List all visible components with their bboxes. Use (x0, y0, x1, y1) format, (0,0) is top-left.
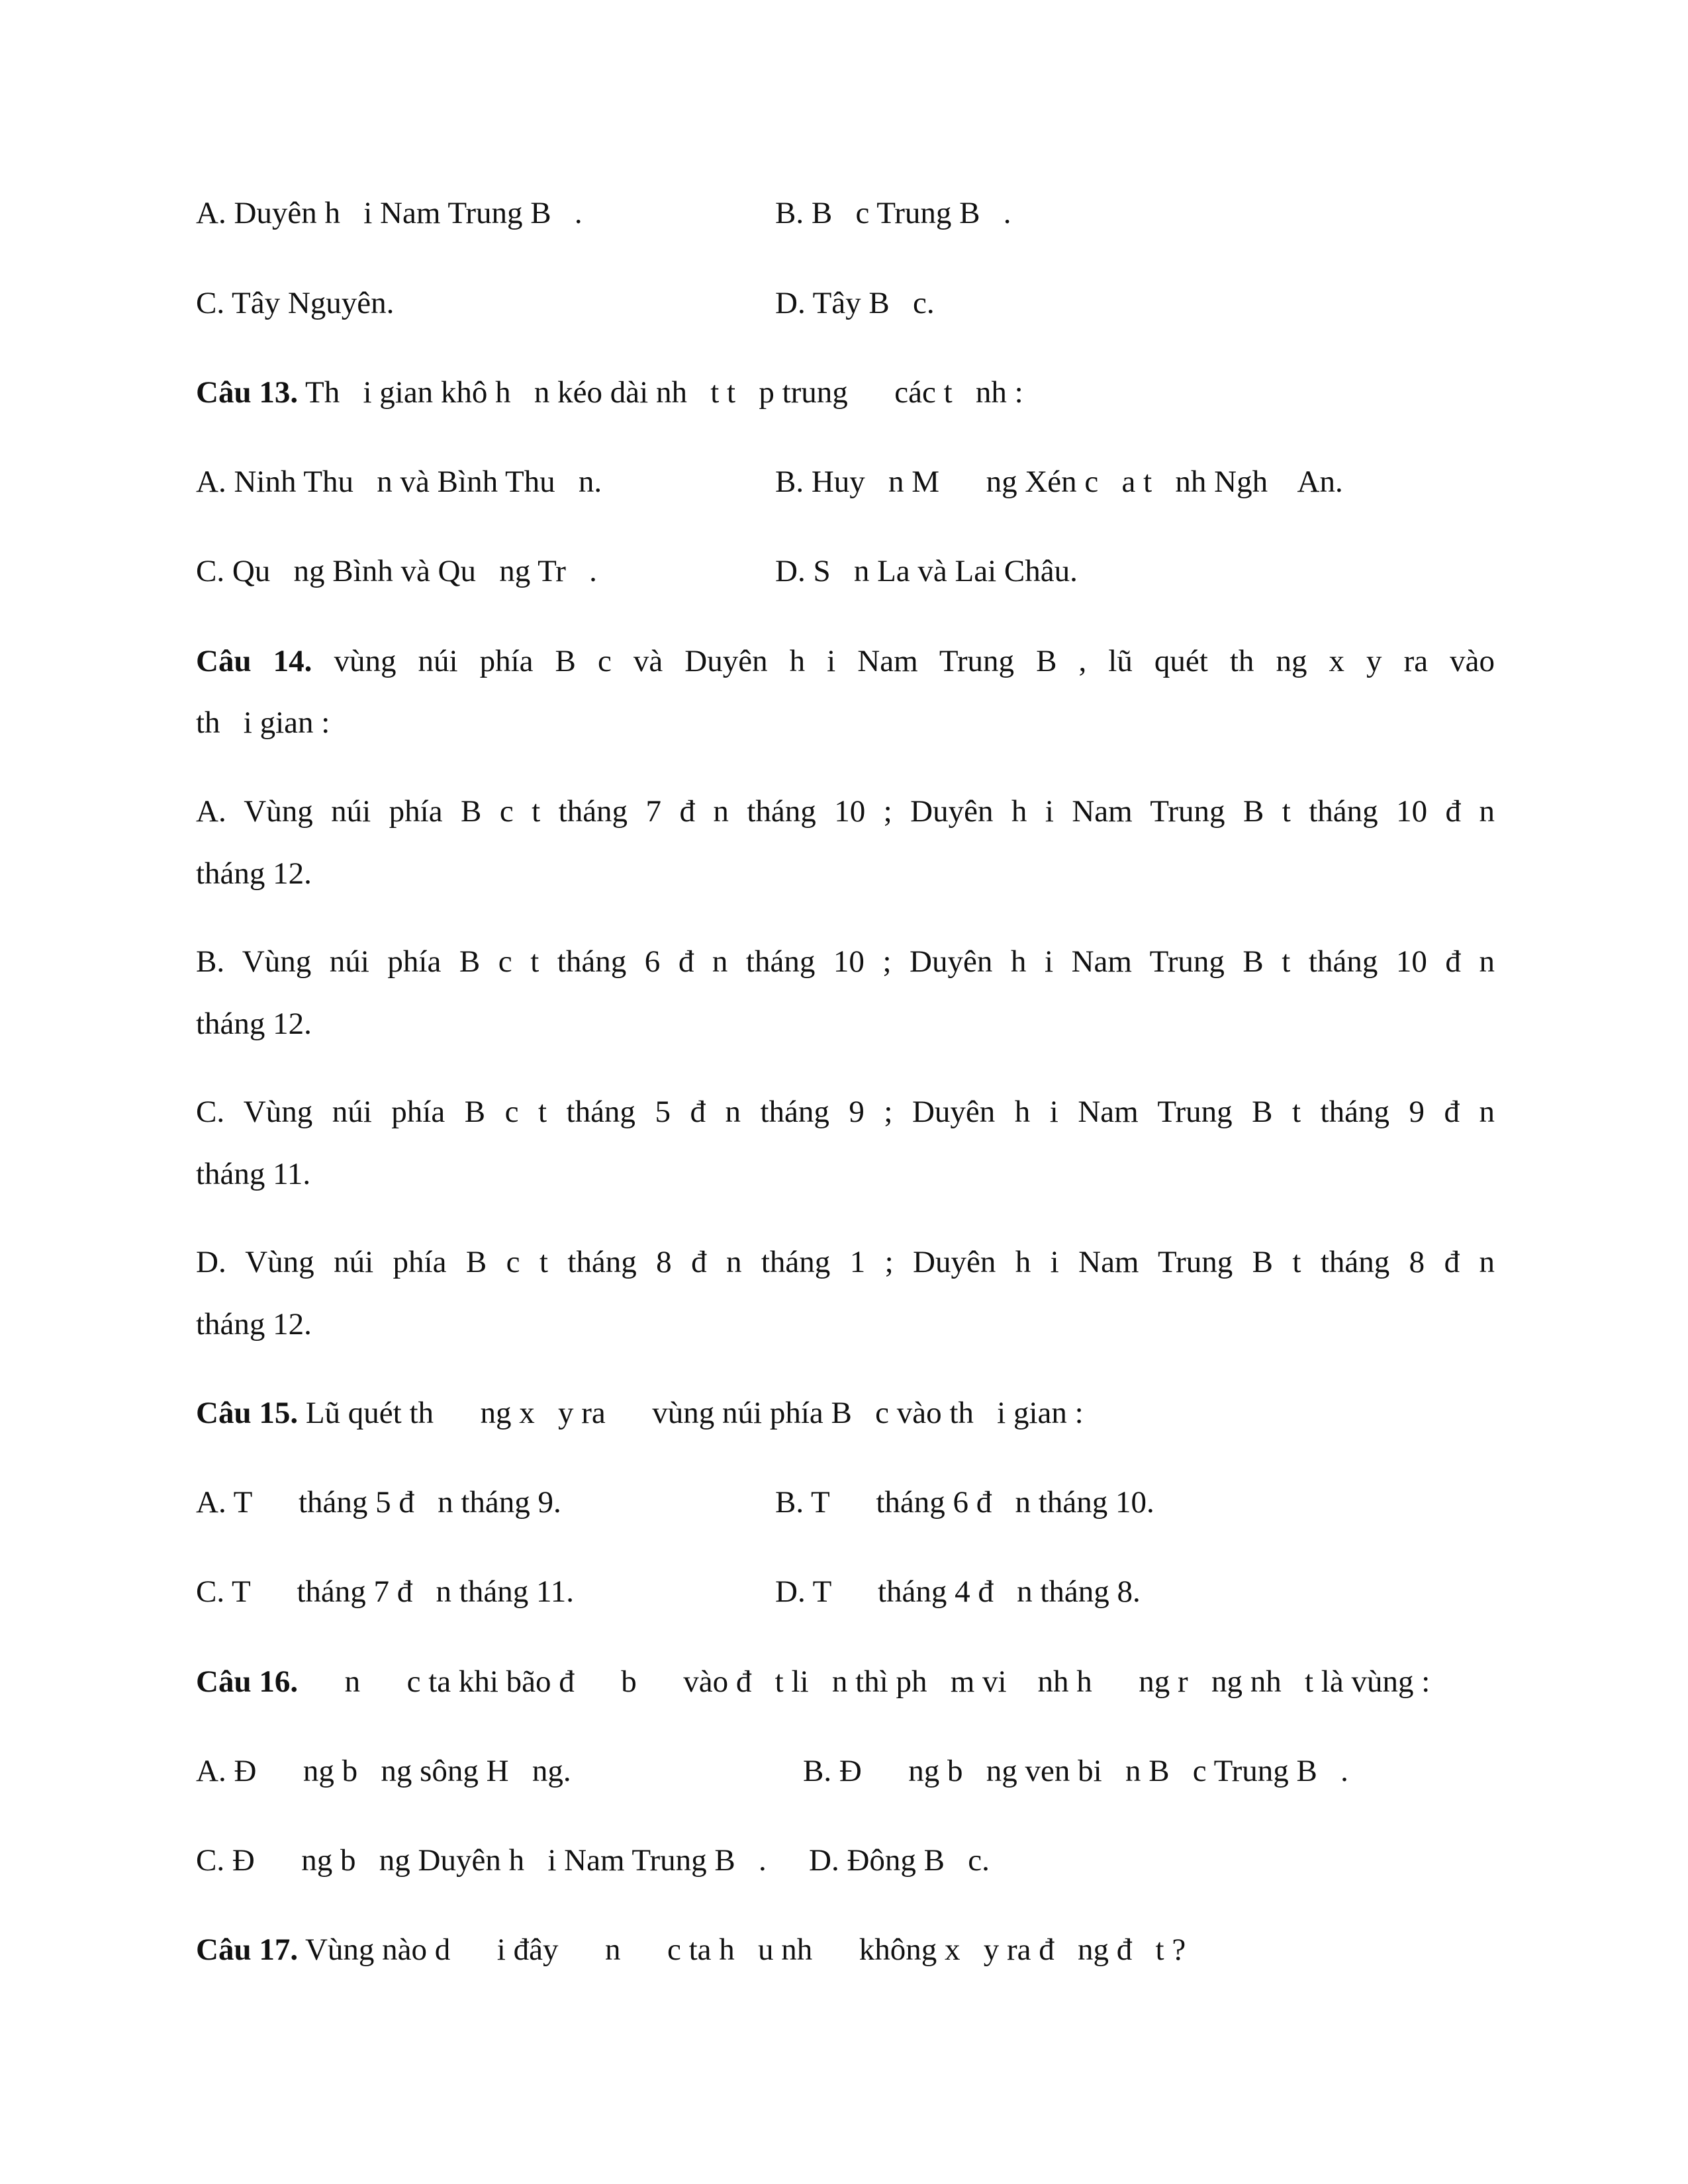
q16-option-d: D. Đông B c. (809, 1843, 990, 1878)
q14-option-d-cont: tháng 12. (196, 1307, 312, 1342)
question-text: vùng núi phía B c và Duyên h i Nam Trung B , lũ quét th ng x y ra vào (334, 644, 1495, 678)
question-15 (196, 1398, 1084, 1429)
question-14 (196, 646, 1495, 677)
q15-option-b: B. T tháng 6 đ n tháng 10. (775, 1485, 1154, 1520)
question-text: Th i gian khô h n kéo dài nh t t p trung các t nh : (298, 375, 1023, 410)
q15-option-a: A. T tháng 5 đ n tháng 9. (196, 1485, 561, 1520)
q16-option-b: B. Đ ng b ng ven bi n B c Trung B . (803, 1754, 1348, 1788)
question-13 (196, 377, 1023, 408)
q14-option-b: B. Vùng núi phía B c t tháng 6 đ n tháng 10 ; Duyên h i Nam Trung B t tháng 10 đ n (196, 944, 1495, 979)
question-17 (196, 1934, 1186, 1966)
q12-option-a: A. Duyên h i Nam Trung B . (196, 196, 583, 230)
question-number: Câu 15. (196, 1396, 299, 1430)
question-number: Câu 13. (196, 375, 299, 410)
q14-option-c: C. Vùng núi phía B c t tháng 5 đ n tháng 9 ; Duyên h i Nam Trung B t tháng 9 đ n (196, 1095, 1495, 1129)
q14-option-d: D. Vùng núi phía B c t tháng 8 đ n tháng 1 ; Duyên h i Nam Trung B t tháng 8 đ n (196, 1245, 1495, 1279)
question-number: Câu 17. (196, 1933, 299, 1967)
q12-option-c: C. Tây Nguyên. (196, 286, 395, 320)
q13-option-d: D. S n La và Lai Châu. (775, 554, 1078, 588)
q14-option-b-cont: tháng 12. (196, 1007, 312, 1041)
question-14-cont: th i gian : (196, 705, 330, 740)
q13-option-c: C. Qu ng Bình và Qu ng Tr . (196, 554, 597, 588)
question-16 (196, 1666, 1430, 1698)
question-number: Câu 16. (196, 1664, 299, 1699)
q14-option-a: A. Vùng núi phía B c t tháng 7 đ n tháng 10 ; Duyên h i Nam Trung B t tháng 10 đ n (196, 794, 1495, 829)
question-text: Vùng nào d i đây n c ta h u nh không x y ra đ ng đ t ? (298, 1933, 1186, 1967)
question-text: Lũ quét th ng x y ra vùng núi phía B c vào th i gian : (298, 1396, 1084, 1430)
q15-option-d: D. T tháng 4 đ n tháng 8. (775, 1574, 1141, 1609)
q15-option-c: C. T tháng 7 đ n tháng 11. (196, 1574, 574, 1609)
question-number: Câu 14. (196, 644, 312, 678)
q16-option-a: A. Đ ng b ng sông H ng. (196, 1754, 571, 1788)
q16-option-c: C. Đ ng b ng Duyên h i Nam Trung B . (196, 1843, 767, 1878)
q14-option-c-cont: tháng 11. (196, 1157, 311, 1191)
q12-option-d: D. Tây B c. (775, 286, 935, 320)
q13-option-b: B. Huy n M ng Xén c a t nh Ngh An. (775, 465, 1343, 499)
q12-option-b: B. B c Trung B . (775, 196, 1011, 230)
q14-option-a-cont: tháng 12. (196, 856, 312, 891)
q13-option-a: A. Ninh Thu n và Bình Thu n. (196, 465, 602, 499)
question-text: n c ta khi bão đ b vào đ t li n thì ph m vi nh h ng r ng nh t là vùng : (298, 1664, 1430, 1699)
